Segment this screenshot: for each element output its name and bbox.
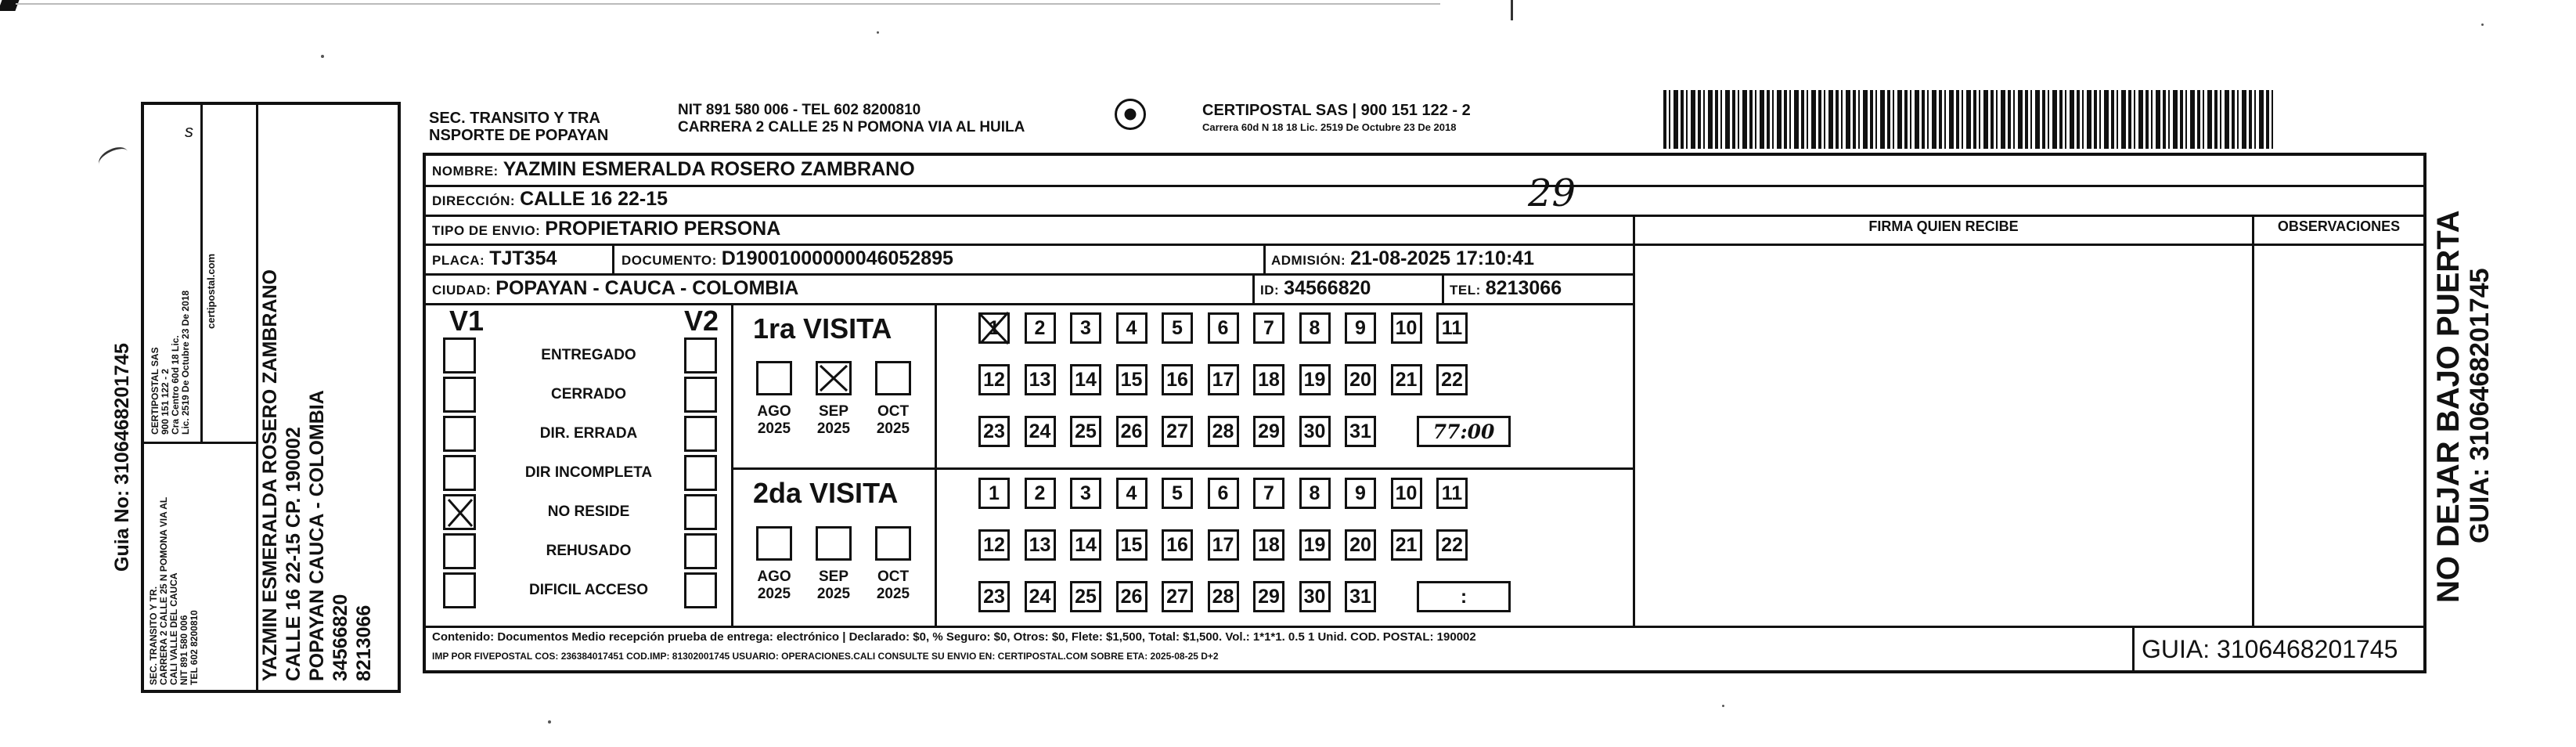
- header-carrier: CERTIPOSTAL SAS | 900 151 122 - 2 Carrera 60d N 18 18 Lic. 2519 De Octubre 23 De 2018: [1202, 102, 1471, 133]
- day-box[interactable]: 15: [1116, 364, 1147, 395]
- visit2-title: 2da VISITA: [753, 477, 899, 509]
- day-box[interactable]: 1: [978, 478, 1010, 509]
- day-box[interactable]: 31: [1345, 581, 1376, 612]
- day-box[interactable]: 4: [1116, 478, 1147, 509]
- admision-field: ADMISIÓN: 21-08-2025 17:10:41: [1271, 247, 1535, 269]
- v1-checkbox[interactable]: [443, 377, 476, 413]
- reason-label: DIR INCOMPLETA: [524, 464, 653, 481]
- day-box[interactable]: 19: [1299, 364, 1331, 395]
- day-box[interactable]: 20: [1345, 364, 1376, 395]
- day-box[interactable]: 17: [1208, 364, 1239, 395]
- day-box[interactable]: 6: [1208, 312, 1239, 344]
- day-box[interactable]: 21: [1391, 529, 1422, 561]
- day-box[interactable]: 21: [1391, 364, 1422, 395]
- month-label: AGO 2025: [757, 568, 791, 602]
- day-box[interactable]: 5: [1162, 312, 1193, 344]
- stub-sender: SEC. TRANSITO Y TR. CARRERA 2 CALLE 25 N POMONA VIA AL CALI VALLE DEL CAUCA NIT 891 580 006 TEL 602 8200810: [148, 496, 200, 685]
- day-box[interactable]: 1: [978, 312, 1010, 344]
- day-box[interactable]: 4: [1116, 312, 1147, 344]
- v2-checkbox[interactable]: [684, 416, 717, 452]
- v1-checkbox[interactable]: [443, 572, 476, 608]
- month-label: SEP 2025: [816, 403, 851, 437]
- day-box[interactable]: 10: [1391, 478, 1422, 509]
- day-box[interactable]: 22: [1436, 529, 1468, 561]
- month-label: OCT 2025: [876, 568, 910, 602]
- observaciones-header: OBSERVACIONES: [2277, 218, 2401, 234]
- day-box[interactable]: 24: [1025, 416, 1056, 447]
- day-box[interactable]: 9: [1345, 478, 1376, 509]
- day-box[interactable]: 13: [1025, 364, 1056, 395]
- day-box[interactable]: 23: [978, 416, 1010, 447]
- carrier-logo-icon: [1115, 99, 1146, 130]
- reason-label: DIFICIL ACCESO: [528, 582, 648, 598]
- stub-handmark: s: [185, 121, 193, 141]
- barcode: [1663, 90, 2274, 149]
- day-box[interactable]: 31: [1345, 416, 1376, 447]
- day-check-mark: [974, 308, 1014, 352]
- visit1-title: 1ra VISITA: [753, 312, 892, 345]
- footer-guia: GUIA: 3106468201745: [2142, 635, 2398, 663]
- day-box[interactable]: 17: [1208, 529, 1239, 561]
- id-field: ID: 34566820: [1260, 277, 1371, 299]
- day-box[interactable]: 16: [1162, 529, 1193, 561]
- v2-checkbox[interactable]: [684, 377, 717, 413]
- month-checkbox[interactable]: [756, 526, 792, 561]
- main-form: [423, 153, 2426, 673]
- day-box[interactable]: 11: [1436, 478, 1468, 509]
- handwritten-number: 29: [1528, 171, 1576, 215]
- tel-field: TEL: 8213066: [1450, 277, 1562, 299]
- day-box[interactable]: 27: [1162, 416, 1193, 447]
- reason-label: NO RESIDE: [547, 503, 630, 520]
- day-box[interactable]: 28: [1208, 416, 1239, 447]
- v1-checkbox[interactable]: [443, 337, 476, 374]
- stub-guide-number: Guia No: 3106468201745: [111, 343, 133, 572]
- footer-imp: IMP POR FIVEPOSTAL COS: 236384017451 COD.IMP: 81302001745 USUARIO: OPERACIONES.CALI CONSULTE SU ENVIO EN: CERTIPOSTAL.COM SOBRE ETA: 2025-08-25 D+2: [432, 651, 1219, 662]
- month-label: SEP 2025: [816, 568, 851, 602]
- day-box[interactable]: 9: [1345, 312, 1376, 344]
- day-box[interactable]: 23: [978, 581, 1010, 612]
- day-box[interactable]: 20: [1345, 529, 1376, 561]
- day-box[interactable]: 13: [1025, 529, 1056, 561]
- v1-checkbox[interactable]: [443, 494, 476, 530]
- day-box[interactable]: 26: [1116, 416, 1147, 447]
- day-box[interactable]: 12: [978, 364, 1010, 395]
- month-checkbox[interactable]: [875, 526, 911, 561]
- day-box[interactable]: 27: [1162, 581, 1193, 612]
- month-label: OCT 2025: [876, 403, 910, 437]
- reason-label: ENTREGADO: [541, 347, 636, 363]
- v2-checkbox[interactable]: [684, 455, 717, 491]
- reason-label: DIR. ERRADA: [539, 425, 638, 442]
- scan-artifact: [548, 720, 551, 724]
- v2-checkbox[interactable]: [684, 572, 717, 608]
- day-box[interactable]: 11: [1436, 312, 1468, 344]
- tipo-envio-row: TIPO DE ENVIO: PROPIETARIO PERSONA: [432, 218, 781, 240]
- scan-artifact: [1511, 0, 1513, 20]
- day-box[interactable]: 12: [978, 529, 1010, 561]
- day-box[interactable]: 10: [1391, 312, 1422, 344]
- documento-field: DOCUMENTO: D19001000000046052895: [621, 247, 953, 269]
- scan-artifact: [1722, 705, 1724, 707]
- stub-recipient: YAZMIN ESMERALDA ROSERO ZAMBRANO CALLE 16 22-15 CP. 190002 POPAYAN CAUCA - COLOMBIA 34566820 8213066: [259, 269, 375, 681]
- side-warning: NO DEJAR BAJO PUERTA GUIA: 3106468201745: [2431, 210, 2495, 603]
- day-box[interactable]: 22: [1436, 364, 1468, 395]
- stub-web: certipostal.com: [205, 253, 217, 329]
- month-checkbox[interactable]: [816, 361, 852, 395]
- v1-checkbox[interactable]: [443, 455, 476, 491]
- header-nit-address: NIT 891 580 006 - TEL 602 8200810 CARRERA 2 CALLE 25 N POMONA VIA AL HUILA: [678, 102, 1025, 135]
- v1-label: V1: [449, 305, 485, 337]
- scan-artifact: [2481, 23, 2484, 26]
- time-box[interactable]: 77:00: [1417, 416, 1511, 447]
- month-checkbox[interactable]: [875, 361, 911, 395]
- scan-artifact: [321, 55, 324, 58]
- day-box[interactable]: 30: [1299, 581, 1331, 612]
- direccion-row: DIRECCIÓN: CALLE 16 22-15: [432, 188, 668, 210]
- day-box[interactable]: 8: [1299, 312, 1331, 344]
- day-box[interactable]: 8: [1299, 478, 1331, 509]
- day-box[interactable]: 26: [1116, 581, 1147, 612]
- reason-label: CERRADO: [550, 386, 627, 402]
- day-box[interactable]: 5: [1162, 478, 1193, 509]
- reason-label: REHUSADO: [546, 543, 632, 559]
- v2-checkbox[interactable]: [684, 533, 717, 569]
- v2-checkbox[interactable]: [684, 337, 717, 374]
- day-box[interactable]: 2: [1025, 478, 1056, 509]
- day-box[interactable]: 19: [1299, 529, 1331, 561]
- day-box[interactable]: 3: [1070, 478, 1101, 509]
- footer-contenido: Contenido: Documentos Medio recepción prueba de entrega: electrónico | Declarado: $0, % Seguro: $0, Otros: $0, Flete: $1,500, Total: $1,500. Vol.: 1*1*1. 0.5 1 Unid. COD. POSTAL: 190002: [432, 630, 1476, 644]
- stub-carrier: CERTIPOSTAL SAS 900 151 122 - 2 Cra Centro 60d 18 Lic. Lic. 2519 De Octubre 23 De 2018: [150, 290, 191, 435]
- day-box[interactable]: 15: [1116, 529, 1147, 561]
- month-checkbox[interactable]: [816, 526, 852, 561]
- scan-artifact: [0, 0, 20, 11]
- ciudad-field: CIUDAD: POPAYAN - CAUCA - COLOMBIA: [432, 277, 799, 299]
- day-box[interactable]: 30: [1299, 416, 1331, 447]
- placa-field: PLACA: TJT354: [432, 247, 557, 269]
- day-box[interactable]: 14: [1070, 529, 1101, 561]
- day-box[interactable]: 18: [1253, 364, 1284, 395]
- month-label: AGO 2025: [757, 403, 791, 437]
- v1-checkbox[interactable]: [443, 416, 476, 452]
- day-box[interactable]: 6: [1208, 478, 1239, 509]
- day-box[interactable]: 28: [1208, 581, 1239, 612]
- month-checkbox[interactable]: [756, 361, 792, 395]
- header-sender: SEC. TRANSITO Y TRA NSPORTE DE POPAYAN: [429, 110, 609, 144]
- day-box[interactable]: 3: [1070, 312, 1101, 344]
- nombre-row: NOMBRE: YAZMIN ESMERALDA ROSERO ZAMBRANO: [432, 158, 915, 180]
- v2-checkbox[interactable]: [684, 494, 717, 530]
- scan-artifact: [16, 3, 1440, 5]
- day-box[interactable]: 7: [1253, 312, 1284, 344]
- time-box[interactable]: :: [1417, 581, 1511, 612]
- day-box[interactable]: 29: [1253, 416, 1284, 447]
- day-box[interactable]: 29: [1253, 581, 1284, 612]
- scan-artifact: [95, 143, 132, 173]
- day-box[interactable]: 2: [1025, 312, 1056, 344]
- day-box[interactable]: 25: [1070, 416, 1101, 447]
- day-box[interactable]: 16: [1162, 364, 1193, 395]
- day-box[interactable]: 24: [1025, 581, 1056, 612]
- scan-artifact: [877, 31, 879, 34]
- day-box[interactable]: 14: [1070, 364, 1101, 395]
- day-box[interactable]: 18: [1253, 529, 1284, 561]
- day-box[interactable]: 25: [1070, 581, 1101, 612]
- v2-label: V2: [684, 305, 719, 337]
- v1-checkbox[interactable]: [443, 533, 476, 569]
- firma-header: FIRMA QUIEN RECIBE: [1868, 218, 2019, 234]
- day-box[interactable]: 7: [1253, 478, 1284, 509]
